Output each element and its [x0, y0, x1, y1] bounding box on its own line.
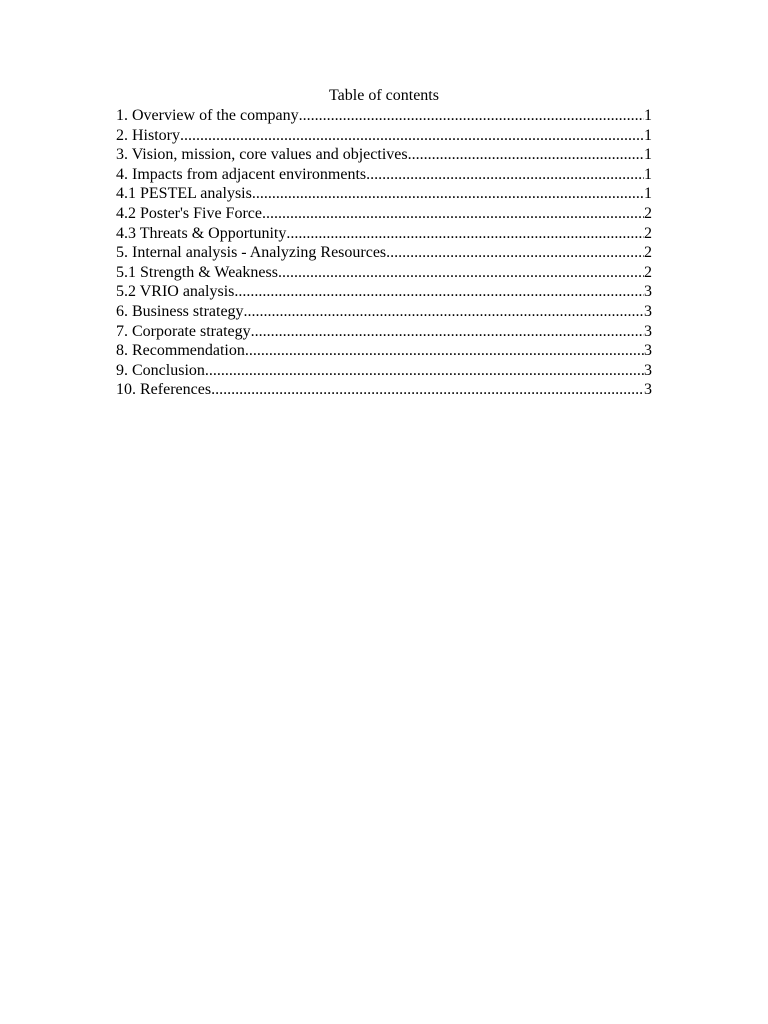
toc-entry-page-number: 2 — [644, 263, 652, 281]
dot-leader — [244, 302, 644, 322]
dot-leader — [245, 341, 644, 361]
toc-entry — [116, 263, 652, 283]
toc-entry-label: 5.1 Strength & Weakness — [116, 263, 278, 281]
table-of-contents — [116, 86, 652, 400]
dot-leader — [252, 184, 644, 204]
toc-entry-label: 6. Business strategy — [116, 302, 244, 320]
toc-entry-page-number: 2 — [644, 224, 652, 242]
toc-entry-label: 5.2 VRIO analysis — [116, 283, 235, 301]
toc-entry — [116, 204, 652, 224]
toc-entry — [116, 380, 652, 400]
toc-entry — [116, 184, 652, 204]
toc-entry-label: 3. Vision, mission, core values and objectives — [116, 146, 408, 164]
dot-leader — [408, 145, 644, 165]
toc-entry — [116, 126, 652, 146]
toc-entry-label: 4.1 PESTEL analysis — [116, 185, 252, 203]
dot-leader — [180, 126, 644, 146]
toc-entry-label: 4.2 Poster's Five Force — [116, 204, 262, 222]
toc-entry-page-number: 3 — [644, 361, 652, 379]
toc-entry-page-number: 1 — [644, 165, 652, 183]
dot-leader — [211, 380, 644, 400]
toc-entry — [116, 145, 652, 165]
toc-entry-page-number: 2 — [644, 244, 652, 262]
toc-entry-label: 2. History — [116, 126, 180, 144]
dot-leader — [205, 361, 644, 381]
toc-entry — [116, 165, 652, 185]
toc-entry-label: 9. Conclusion — [116, 361, 205, 379]
dot-leader — [286, 224, 644, 244]
toc-title: Table of contents — [329, 87, 439, 104]
dot-leader — [251, 322, 644, 342]
dot-leader — [386, 243, 644, 263]
toc-entry-label: 1. Overview of the company — [116, 107, 299, 124]
toc-entry-page-number: 1 — [644, 185, 652, 203]
toc-entry — [116, 302, 652, 322]
toc-entry-page-number: 3 — [644, 283, 652, 301]
toc-entry-page-number: 3 — [644, 381, 652, 399]
toc-entry — [116, 282, 652, 302]
toc-entry-page-number: 1 — [644, 126, 652, 144]
toc-entry-label: 4.3 Threats & Opportunity — [116, 224, 287, 242]
toc-entry — [116, 106, 652, 126]
toc-entry-page-number: 1 — [644, 146, 652, 164]
toc-entry-label: 4. Impacts from adjacent environments — [116, 165, 367, 183]
toc-entry — [116, 322, 652, 342]
toc-entry-page-number: 3 — [644, 342, 652, 360]
toc-entry-page-number: 3 — [644, 302, 652, 320]
toc-list — [116, 106, 652, 400]
toc-entry — [116, 243, 652, 263]
toc-entry — [116, 224, 652, 244]
toc-entry — [116, 341, 652, 361]
toc-entry-label: 5. Internal analysis - Analyzing Resources — [116, 244, 387, 262]
dot-leader — [262, 204, 644, 224]
dot-leader — [278, 263, 644, 283]
dot-leader — [234, 282, 644, 302]
toc-entry — [116, 361, 652, 381]
toc-entry-label: 10. References — [116, 381, 212, 399]
toc-entry-label: 8. Recommendation — [116, 342, 245, 360]
dot-leader — [366, 165, 644, 185]
toc-entry-label: 7. Corporate strategy — [116, 322, 251, 340]
toc-entry-page-number: 3 — [644, 322, 652, 340]
dot-leader — [299, 106, 644, 126]
toc-entry-page-number: 2 — [644, 204, 652, 222]
toc-entry-page-number: 1 — [644, 107, 652, 124]
